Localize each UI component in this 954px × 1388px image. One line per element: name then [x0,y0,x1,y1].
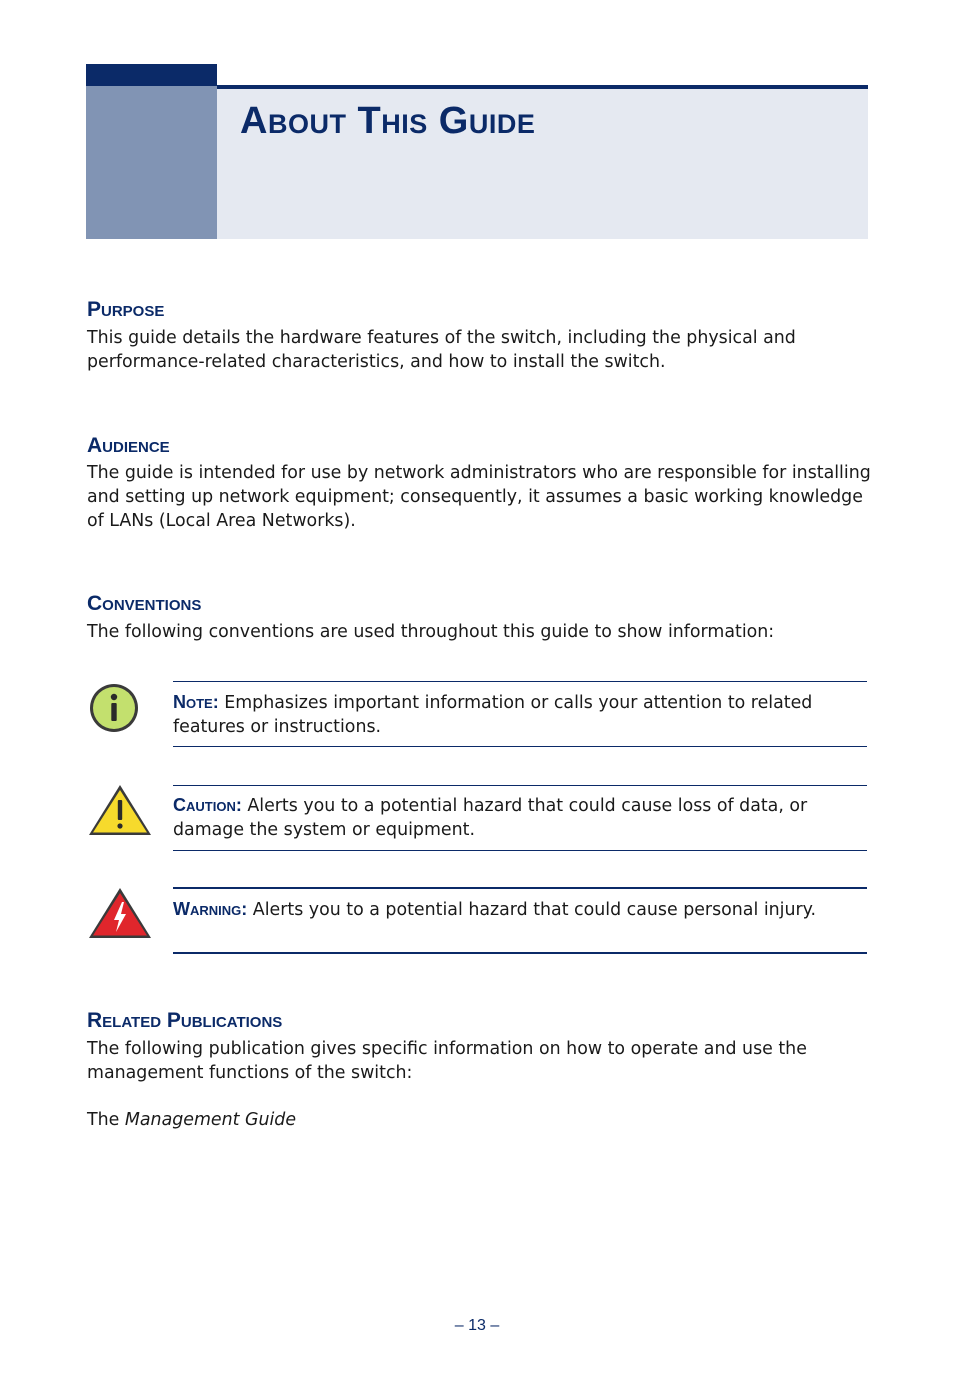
caution-label: Caution: [173,795,242,815]
note-label: Note: [173,692,219,712]
audience-heading: Audience [87,434,170,457]
warning-top-rule [173,887,867,889]
title-tab [86,64,217,86]
info-icon [88,682,140,734]
warning-bottom-rule [173,952,867,954]
caution-body: Alerts you to a potential hazard that could cause loss of data, or damage the system or equipment. [173,796,808,840]
warning-body: Alerts you to a potential hazard that could cause personal injury. [252,900,817,920]
purpose-heading: Purpose [87,298,165,321]
page-number: – 13 – [454,1317,500,1334]
caution-text [173,793,873,842]
warning-text [173,897,873,922]
caution-bottom-rule [173,850,867,851]
purpose-body: This guide details the hardware features of the switch, including the physical and performance-related characteristics, and how to install the switch. [87,328,796,372]
caution-icon [87,783,153,837]
note-bottom-rule [173,746,867,747]
related-publications-heading: Related Publications [87,1009,283,1032]
related-publications-body: The following publication gives specific information on how to operate and use the management functions of the switch: [87,1039,807,1083]
note-body: Emphasizes important information or calls your attention to related features or instructions. [173,693,813,737]
related-publication-item [87,1108,877,1132]
warning-label: Warning: [173,899,248,919]
conventions-heading: Conventions [87,592,202,615]
warning-icon [87,886,153,940]
publication-prefix: The [87,1110,120,1130]
page-title: About This Guide [240,100,536,142]
note-text [173,690,873,739]
note-top-rule [173,681,867,682]
audience-body: The guide is intended for use by network administrators who are responsible for installing and setting up network equipment; consequently, it assumes a basic working knowledge of LANs (Local Area Networks). [87,463,871,531]
caution-top-rule [173,785,867,786]
title-band-left [86,86,217,239]
conventions-body: The following conventions are used throughout this guide to show information: [87,622,775,642]
publication-title: Management Guide [124,1110,297,1130]
